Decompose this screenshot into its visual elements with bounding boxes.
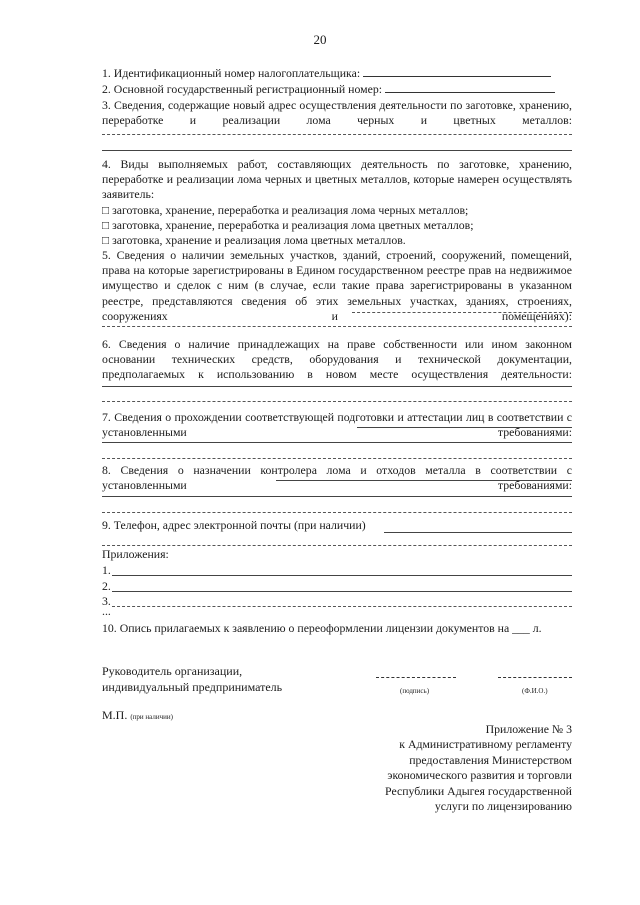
appendix-header-line-1: Приложение № 3 — [485, 722, 572, 736]
field-ogrn-input[interactable] — [385, 82, 555, 93]
appendix-more: ... — [102, 604, 111, 618]
field-equipment-text: 6. Сведения о наличие принадлежащих на праве собственности или ином законном основании технических средств, оборудования и технической документации, предполагаемых к использованию в новом месте осуществления деятельности: — [102, 337, 572, 382]
field-real-estate-line-inline[interactable] — [352, 312, 572, 313]
field-inn-label: 1. Идентификационный номер налогоплательщика: — [102, 66, 361, 80]
field-controller-text: 8. Сведения о назначении контролера лома и отходов металла в соответствии с установленными требованиями: — [102, 463, 572, 493]
field-address-line-2[interactable] — [102, 150, 572, 151]
field-controller-line-inline[interactable] — [276, 480, 572, 481]
appendix-header-line-2: к Административному регламенту — [399, 737, 572, 752]
full-name-line[interactable] — [498, 677, 572, 678]
field-certification-line-2[interactable] — [102, 458, 572, 459]
stamp-place — [102, 707, 173, 725]
work-type-option-3[interactable]: □ заготовка, хранение и реализация лома цветных металлов. — [102, 233, 406, 248]
field-address-line-1[interactable] — [102, 134, 572, 135]
field-inventory-text: 10. Опись прилагаемых к заявлению о переоформлении лицензии документов на ___ л. — [102, 621, 542, 635]
appendix-header-line-6: услуги по лицензированию — [434, 799, 572, 814]
work-type-option-1[interactable]: □ заготовка, хранение, переработка и реализация лома черных металлов; — [102, 203, 469, 217]
field-work-types-text: 4. Виды выполняемых работ, составляющих деятельность по заготовке, хранению, переработке и реализации лома черных и цветных металлов, которые намерен осуществлять заявитель: — [102, 157, 572, 202]
work-types-options — [102, 203, 572, 249]
appendix-header — [385, 722, 572, 814]
field-certification-line-inline[interactable] — [357, 427, 572, 428]
work-type-option-2[interactable]: □ заготовка, хранение, переработка и реализация лома цветных металлов; — [102, 218, 474, 233]
signature-caption: (подпись) — [400, 687, 430, 695]
appendices-title: Приложения: — [102, 547, 169, 561]
field-controller-line-2[interactable] — [102, 512, 572, 513]
field-certification-text: 7. Сведения о прохождении соответствующей подготовки и аттестации лиц в соответствии с установленными требованиями: — [102, 410, 572, 440]
field-equipment-line-1[interactable] — [102, 386, 572, 387]
appendix-item-2-number: 2. — [102, 579, 111, 593]
field-real-estate-label: 5. Сведения о наличии земельных участков, зданий, строений, сооружений, помещений, права на которые зарегистрированы в Едином государственном реестре прав на недвижимое имущество и сделок с ним (в случае, если такие права зарегистрированы в указанном реестре, представляются сведения об этих земельных участках, зданиях, строениях, сооружениях и помещениях): — [102, 248, 572, 323]
field-real-estate-line-1[interactable] — [102, 326, 572, 327]
field-equipment-line-2[interactable] — [102, 401, 572, 402]
signer-role-line-1: Руководитель организации, — [102, 664, 243, 678]
field-contacts — [102, 518, 572, 533]
page-number: 20 — [313, 32, 327, 47]
appendix-header-line-3: предоставления Министерством — [409, 752, 572, 767]
appendix-item-2-line[interactable] — [112, 591, 572, 592]
field-contacts-line-inline[interactable] — [384, 532, 572, 533]
field-inn-input[interactable] — [363, 66, 551, 77]
appendix-item-1-line[interactable] — [112, 575, 572, 576]
stamp-note: (при наличии) — [130, 713, 173, 721]
field-contacts-label: 9. Телефон, адрес электронной почты (при наличии) — [102, 518, 366, 532]
signer-role — [102, 663, 282, 695]
field-address-text: 3. Сведения, содержащие новый адрес осуществления деятельности по заготовке, хранению, переработке и реализации лома черных и цветных металлов: — [102, 98, 572, 128]
stamp-label: М.П. — [102, 708, 128, 722]
appendix-item-1-number: 1. — [102, 563, 111, 577]
appendix-item-3-number: 3. — [102, 594, 111, 608]
full-name-caption: (Ф.И.О.) — [522, 687, 548, 695]
signer-role-line-2: индивидуальный предприниматель — [102, 680, 283, 694]
field-ogrn-label: 2. Основной государственный регистрационный номер: — [102, 82, 383, 96]
appendix-header-line-4: экономического развития и торговли — [387, 768, 572, 783]
field-ogrn — [102, 82, 572, 97]
signature-line[interactable] — [376, 677, 456, 678]
field-certification-line-1[interactable] — [102, 442, 572, 443]
field-controller-line-1[interactable] — [102, 496, 572, 497]
field-contacts-line-1[interactable] — [102, 545, 572, 546]
field-inn — [102, 66, 572, 81]
appendix-header-line-5: Республики Адыгея государственной — [385, 783, 572, 798]
